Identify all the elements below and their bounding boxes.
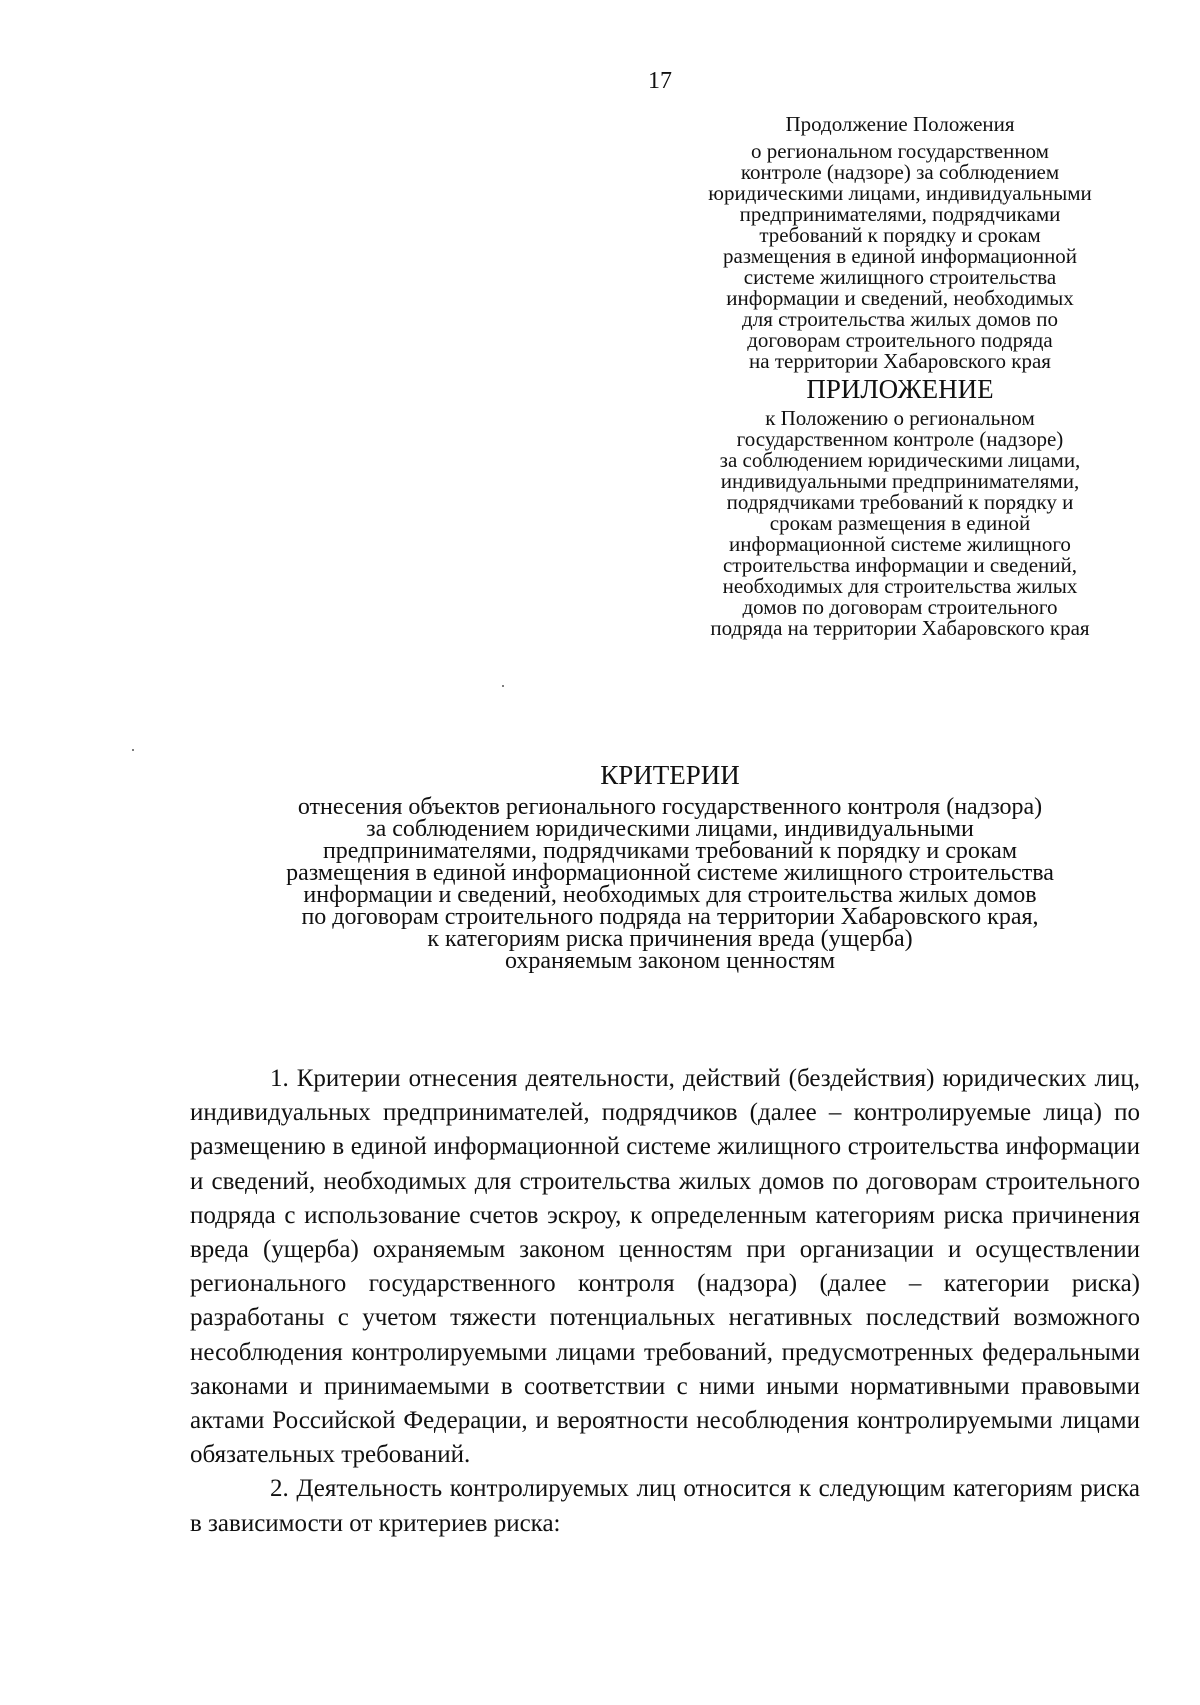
criteria-subtitle: [200, 796, 1140, 972]
body-text: [190, 1062, 1140, 1541]
appendix-line: подряда на территории Хабаровского края: [710, 616, 1090, 640]
continuation-line: юридическими лицами, индивидуальными: [708, 181, 1092, 205]
continuation-line: договорам строительного подряда: [747, 328, 1053, 352]
continuation-line: информации и сведений, необходимых: [726, 286, 1074, 310]
continuation-title: Продолжение Положения: [785, 112, 1015, 136]
continuation-header: [660, 114, 1140, 372]
page-number: 17: [648, 68, 672, 94]
continuation-line: контроле (надзоре) за соблюдением: [740, 160, 1060, 184]
criteria-subtitle-line: отнесения объектов регионального государственного контроля (надзора): [297, 794, 1043, 820]
continuation-line: о региональном государственном: [751, 139, 1049, 163]
appendix-line: государственном контроле (надзоре): [736, 427, 1064, 451]
appendix-line: информационной системе жилищного: [729, 532, 1071, 556]
continuation-line: для строительства жилых домов по: [742, 307, 1058, 331]
appendix-heading: ПРИЛОЖЕНИЕ: [806, 374, 994, 404]
appendix-block: [660, 374, 1140, 639]
scan-speck: [502, 685, 504, 687]
appendix-line: к Положению о региональном: [765, 406, 1035, 430]
criteria-subtitle-line: по договорам строительного подряда на территории Хабаровского края,: [301, 904, 1039, 930]
appendix-line: необходимых для строительства жилых: [722, 574, 1078, 598]
appendix-line: индивидуальными предпринимателями,: [720, 469, 1080, 493]
paragraph-2: 2. Деятельность контролируемых лиц относится к следующим категориям риска в зависимости от критериев риска:: [190, 1475, 1140, 1537]
continuation-line: системе жилищного строительства: [743, 265, 1057, 289]
paragraph-1: 1. Критерии отнесения деятельности, действий (бездействия) юридических лиц, индивидуальных предпринимателей, подрядчиков (далее – контролируемые лица) по размещению в единой информационной системе жилищного строительства информации и сведений, необходимых для строительства жилых домов по договорам строительного подряда с использование счетов эскроу, к определенным категориям риска причинения вреда (ущерба) охраняемым законом ценностям при организации и осуществлении регионального государственного контроля (надзора) (далее – категории риска) разработаны с учетом тяжести потенциальных негативных последствий возможного несоблюдения контролируемыми лицами требований, предусмотренных федеральными законами и принимаемыми в соответствии с ними иными нормативными правовыми актами Российской Федерации, и вероятности несоблюдения контролируемыми лицами обязательных требований.: [190, 1065, 1140, 1469]
appendix-line: срокам размещения в единой: [769, 511, 1031, 535]
criteria-subtitle-line: предпринимателями, подрядчиками требований к порядку и срокам: [322, 838, 1018, 864]
scan-speck: [132, 749, 134, 751]
continuation-line: требований к порядку и срокам: [759, 223, 1041, 247]
criteria-subtitle-line: информации и сведений, необходимых для строительства жилых домов: [303, 882, 1037, 908]
appendix-body: [660, 408, 1140, 639]
appendix-line: домов по договорам строительного: [742, 595, 1058, 619]
criteria-heading: КРИТЕРИИ: [600, 760, 740, 790]
criteria-subtitle-line: охраняемым законом ценностям: [504, 948, 836, 974]
criteria-subtitle-line: к категориям риска причинения вреда (ущерба): [427, 926, 913, 952]
continuation-line: предпринимателями, подрядчиками: [739, 202, 1061, 226]
appendix-line: подрядчиками требований к порядку и: [726, 490, 1074, 514]
criteria-subtitle-line: за соблюдением юридическими лицами, индивидуальными: [366, 816, 974, 842]
criteria-subtitle-line: размещения в единой информационной системе жилищного строительства: [286, 860, 1054, 886]
continuation-line: на территории Хабаровского края: [749, 349, 1051, 373]
appendix-line: за соблюдением юридическими лицами,: [719, 448, 1081, 472]
continuation-line: размещения в единой информационной: [722, 244, 1078, 268]
appendix-line: строительства информации и сведений,: [722, 553, 1078, 577]
